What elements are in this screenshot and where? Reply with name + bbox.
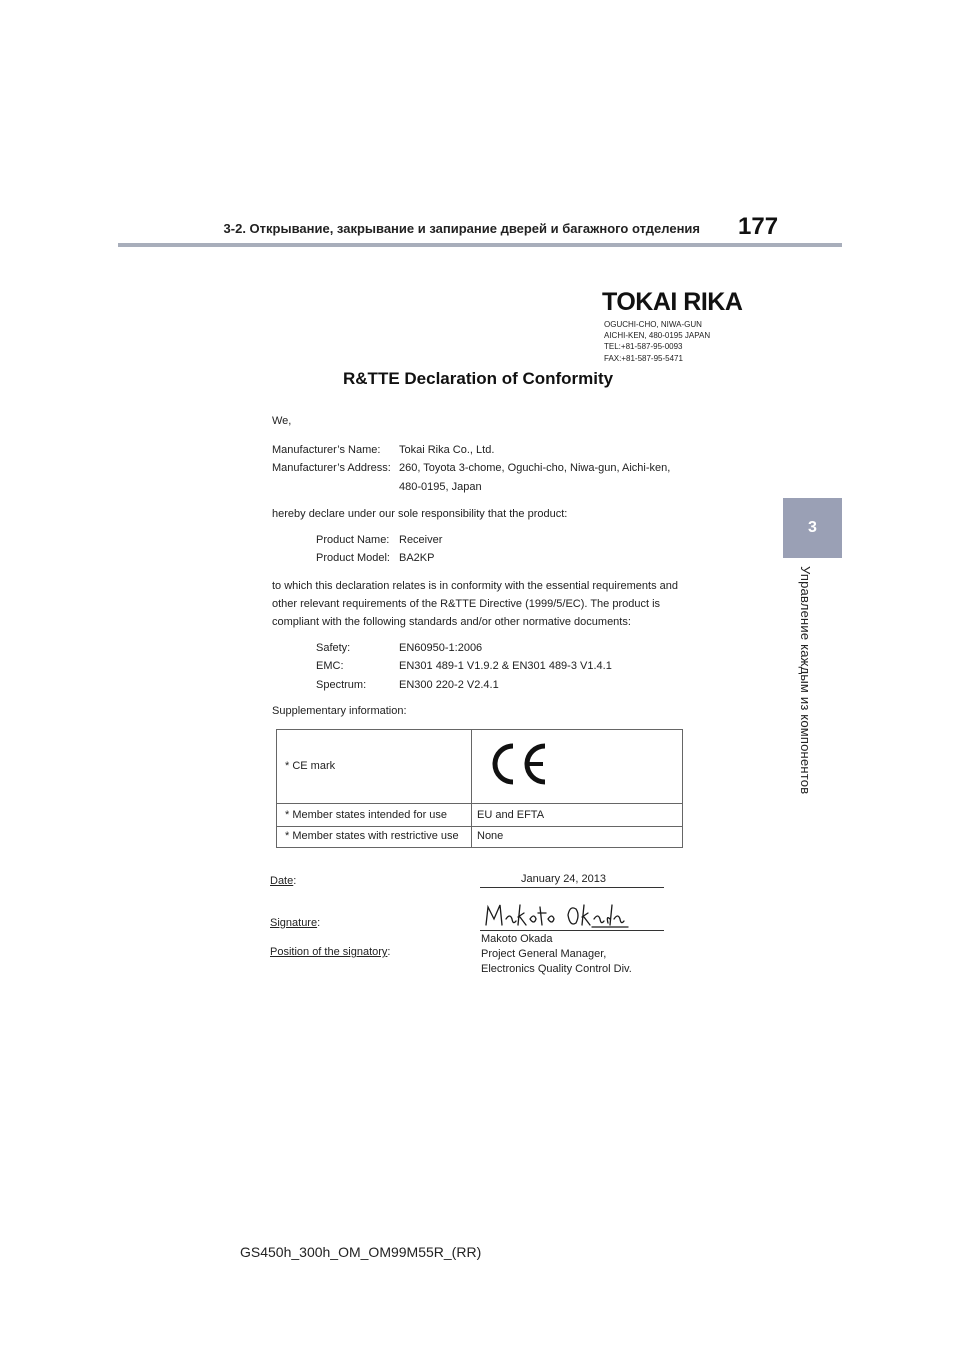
manufacturer-address-line1: 260, Toyota 3-chome, Oguchi-cho, Niwa-gun, Aichi-ken, bbox=[399, 462, 671, 474]
company-address bbox=[604, 319, 710, 364]
address-line: FAX:+81-587-95-5471 bbox=[604, 353, 683, 363]
product-model: BA2KP bbox=[399, 552, 435, 564]
restrictive-value: None bbox=[477, 830, 504, 842]
spectrum-value: EN300 220-2 V2.4.1 bbox=[399, 679, 499, 691]
address-line: OGUCHI-CHO, NIWA-GUN bbox=[604, 320, 702, 329]
intended-label: * Member states intended for use bbox=[285, 809, 448, 821]
table-divider bbox=[471, 730, 472, 847]
chapter-number: 3 bbox=[808, 519, 817, 536]
supplementary-table bbox=[276, 729, 683, 848]
product-model-label: Product Model: bbox=[316, 552, 390, 564]
date-line bbox=[480, 887, 664, 888]
declaration-title: R&TTE Declaration of Conformity bbox=[343, 369, 614, 388]
signature-image bbox=[482, 899, 632, 931]
date-value: January 24, 2013 bbox=[521, 873, 607, 885]
ce-mark-label: * CE mark bbox=[285, 760, 336, 772]
company-logo: TOKAI RIKA bbox=[602, 288, 743, 316]
manufacturer-name-label: Manufacturer’s Name: bbox=[272, 444, 381, 456]
signatory-position-line2: Electronics Quality Control Div. bbox=[481, 963, 632, 975]
position-label-row: Position of the signatory: bbox=[270, 946, 391, 958]
document-code: GS450h_300h_OM_OM99M55R_(RR) bbox=[240, 1244, 482, 1260]
section-title: 3-2. Открывание, закрывание и запирание дверей и багажного отделения bbox=[223, 221, 700, 236]
restrictive-label: * Member states with restrictive use bbox=[285, 830, 459, 842]
manufacturer-name: Tokai Rika Co., Ltd. bbox=[399, 444, 495, 456]
conformity-line: compliant with the following standards and/or other normative documents: bbox=[272, 616, 631, 628]
date-label-row: Date: bbox=[270, 875, 297, 887]
safety-value: EN60950-1:2006 bbox=[399, 642, 483, 654]
safety-label: Safety: bbox=[316, 642, 351, 654]
emc-label: EMC: bbox=[316, 660, 344, 672]
product-name-label: Product Name: bbox=[316, 534, 390, 546]
supplementary-label: Supplementary information: bbox=[272, 705, 407, 717]
signature-label: Signature bbox=[270, 917, 318, 929]
conformity-line: to which this declaration relates is in conformity with the essential requirements and bbox=[272, 580, 678, 592]
product-name: Receiver bbox=[399, 534, 443, 546]
address-line: TEL:+81-587-95-0093 bbox=[604, 342, 683, 352]
intended-value: EU and EFTA bbox=[477, 809, 545, 821]
date-label: Date bbox=[270, 875, 294, 887]
table-divider bbox=[277, 826, 682, 827]
spectrum-label: Spectrum: bbox=[316, 679, 367, 691]
signature-line bbox=[480, 930, 664, 931]
manufacturer-address-line2: 480-0195, Japan bbox=[399, 481, 482, 493]
page-number: 177 bbox=[738, 213, 779, 240]
emc-value: EN301 489-1 V1.9.2 & EN301 489-3 V1.4.1 bbox=[399, 660, 612, 672]
header-rule bbox=[118, 243, 842, 247]
position-label: Position of the signatory bbox=[270, 946, 388, 958]
we-text: We, bbox=[272, 415, 292, 427]
chapter-tab bbox=[783, 498, 842, 558]
conformity-line: other relevant requirements of the R&TTE Directive (1999/5/EC). The product is bbox=[272, 598, 661, 610]
signatory-name: Makoto Okada bbox=[481, 933, 553, 945]
table-divider bbox=[277, 803, 682, 804]
ce-mark-icon bbox=[487, 740, 551, 788]
signature-label-row: Signature: bbox=[270, 917, 321, 929]
ce-mark-symbol bbox=[487, 740, 551, 793]
chapter-title: Управление каждым из компонентов bbox=[798, 566, 813, 795]
signatory-position-line1: Project General Manager, bbox=[481, 948, 607, 960]
declare-text: hereby declare under our sole responsibility that the product: bbox=[272, 508, 568, 520]
address-line: AICHI-KEN, 480-0195 JAPAN bbox=[604, 331, 711, 341]
manufacturer-address-label: Manufacturer’s Address: bbox=[272, 462, 391, 474]
